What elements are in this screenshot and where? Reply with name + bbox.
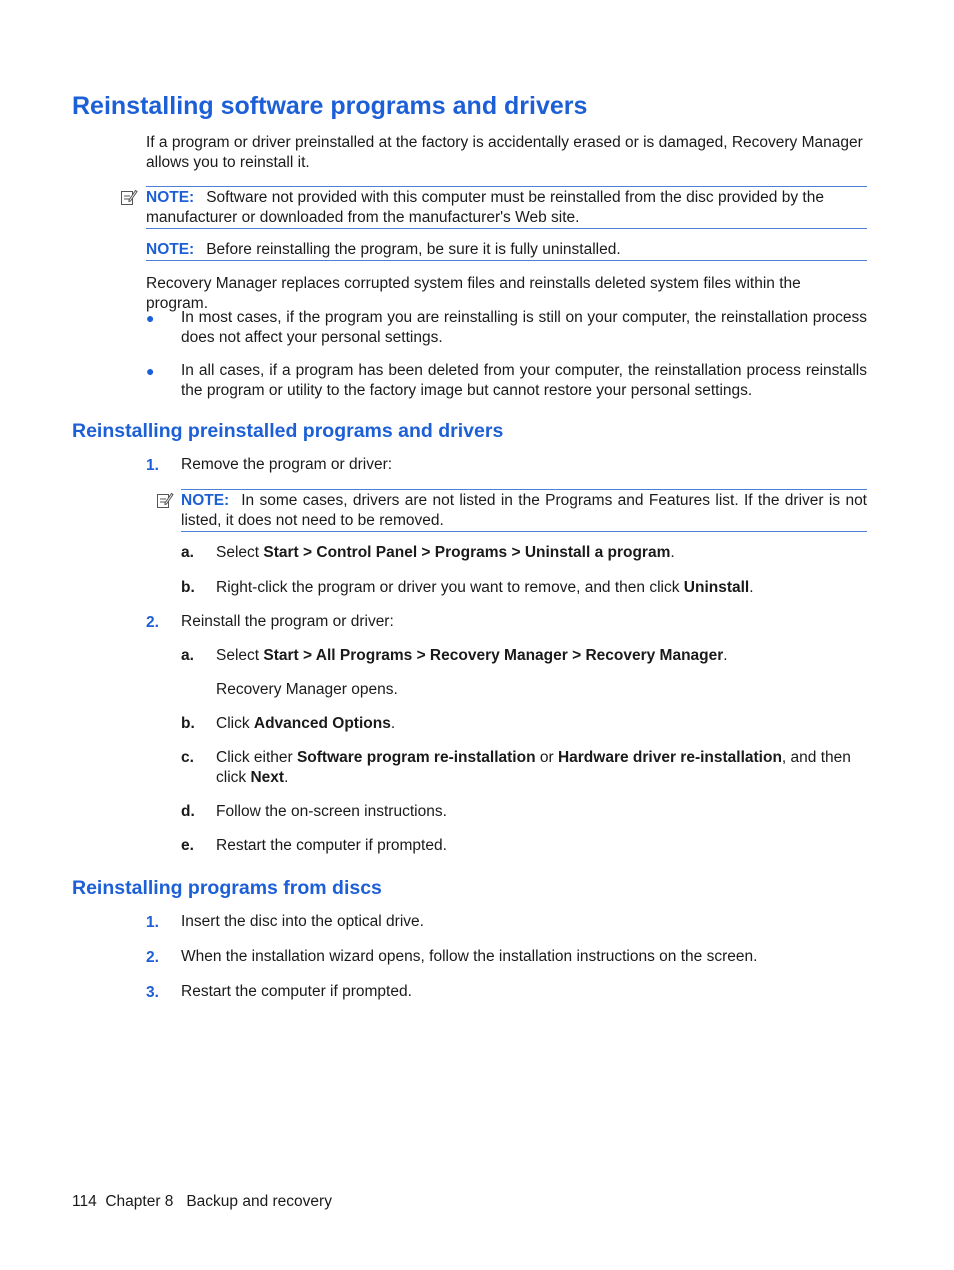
note-label: NOTE: [146, 189, 195, 206]
substep-letter: a. [181, 544, 194, 561]
substep-text: Right-click the program or driver you want to remove, and then click Uninstall. [216, 579, 754, 596]
note-text: Software not provided with this computer must be reinstalled from the disc provided by the manufacturer or downloaded from the manufacturer's Web site. [146, 189, 824, 226]
replaces-paragraph: Recovery Manager replaces corrupted system files and reinstalls deleted system files within the program. [146, 275, 801, 312]
footer-chapter: Chapter 8 [105, 1193, 174, 1210]
note-drivers-not-listed [181, 489, 867, 532]
footer-chapter-title: Backup and recovery [186, 1193, 332, 1210]
step-text: Restart the computer if prompted. [181, 983, 412, 1000]
substep-text: Select Start > Control Panel > Programs > Uninstall a program. [216, 544, 675, 561]
substep-text: Restart the computer if prompted. [216, 837, 447, 854]
step-text: Reinstall the program or driver: [181, 613, 394, 630]
substep-text: Follow the on-screen instructions. [216, 803, 447, 820]
note-text: Before reinstalling the program, be sure it is fully uninstalled. [206, 241, 621, 258]
note-text: In some cases, drivers are not listed in the Programs and Features list. If the driver is not listed, it does not need to be removed. [181, 492, 867, 529]
substep-text: Select Start > All Programs > Recovery Manager > Recovery Manager. [216, 647, 728, 664]
step-number: 1. [146, 914, 159, 931]
section-heading: Reinstalling programs from discs [72, 877, 382, 899]
substep-letter: b. [181, 715, 195, 732]
substep-letter: c. [181, 749, 194, 766]
step-number: 3. [146, 984, 159, 1001]
page-footer [72, 1192, 332, 1212]
substep-letter: e. [181, 837, 194, 854]
step-text: Insert the disc into the optical drive. [181, 913, 424, 930]
step-text: Remove the program or driver: [181, 456, 393, 473]
step-text: When the installation wizard opens, follow the installation instructions on the screen. [181, 948, 758, 965]
step-number: 1. [146, 457, 159, 474]
intro-paragraph: If a program or driver preinstalled at the factory is accidentally erased or is damaged, Recovery Manager allows you to reinstall it. [146, 134, 863, 171]
note-label: NOTE: [181, 492, 230, 509]
bullet-item: In all cases, if a program has been deleted from your computer, the reinstallation process reinstalls the program or utility to the factory image but cannot restore your personal settings. [181, 362, 867, 399]
substep-result: Recovery Manager opens. [216, 681, 398, 698]
substep-text: Click either Software program re-installation or Hardware driver re-installation, and then click Next. [216, 749, 851, 786]
section-heading: Reinstalling preinstalled programs and drivers [72, 420, 504, 442]
substep-letter: b. [181, 579, 195, 596]
note-software-disc [146, 186, 867, 229]
note-pencil-icon [156, 491, 174, 509]
step-number: 2. [146, 614, 159, 631]
substep-letter: d. [181, 803, 195, 820]
note-pencil-icon [120, 188, 138, 206]
bullet-marker: ● [146, 363, 155, 379]
note-uninstall-first [146, 240, 867, 261]
bullet-item: In most cases, if the program you are reinstalling is still on your computer, the reinstallation process does not affect your personal settings. [181, 309, 867, 346]
substep-letter: a. [181, 647, 194, 664]
substep-text: Click Advanced Options. [216, 715, 396, 732]
note-label: NOTE: [146, 241, 195, 258]
page-title: Reinstalling software programs and drivers [72, 92, 588, 120]
step-number: 2. [146, 949, 159, 966]
bullet-marker: ● [146, 310, 155, 326]
page-number: 114 [72, 1193, 97, 1210]
